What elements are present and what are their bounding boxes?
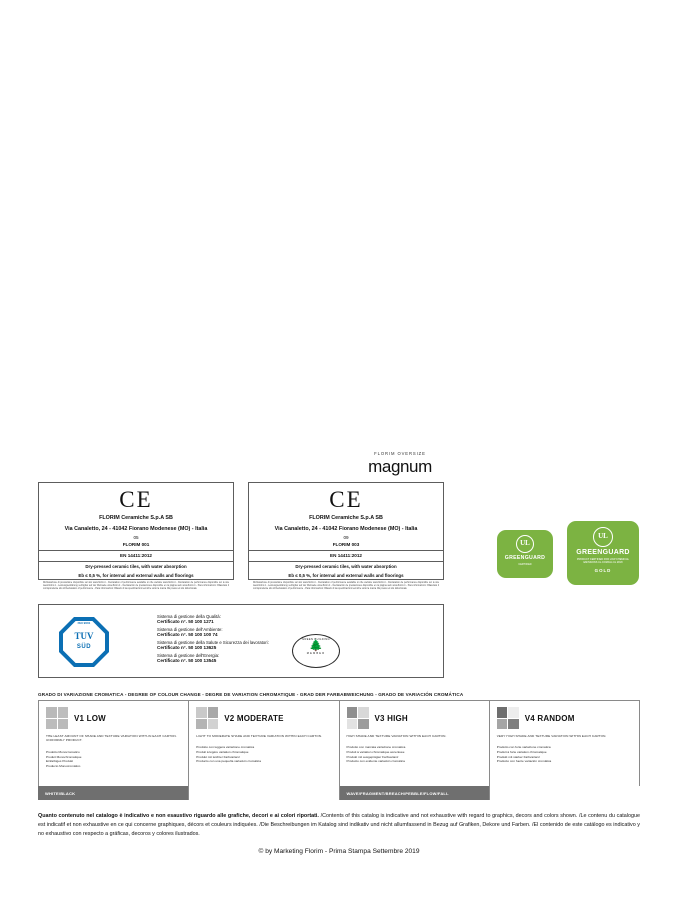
colour-variation-header: GRADO DI VARIAZIONE CROMATICA - DEGREE OF COLOUR CHANGE - DEGRE DE VARIATION CHROMATIQUE - GRAD DER FARBABWEICHUNG - GRADO DE VARIACIÓN CROMÁTICA xyxy=(38,692,464,697)
magnum-overline: FLORIM OVERSIZE xyxy=(374,451,426,456)
variation-lang-de: Produkt mit ausgeprägter Farbvarianz xyxy=(346,754,399,759)
magnum-wordmark: magnum xyxy=(368,457,432,477)
variation-lang-es: Producto con una pequeña variación cromática xyxy=(196,759,261,764)
variation-footer-v3: WAVE/FRAGMENT/BREACH/PEBBLE/FLOW/FALL xyxy=(340,786,491,800)
variation-code: V2 MODERATE xyxy=(224,713,284,723)
variation-lang-fr: Produit à forte variation chromatique xyxy=(496,750,547,755)
certification-title: Sistema di gestione della Salute e Sicurezza dei lavoratori: xyxy=(157,640,269,645)
variation-en-text: HIGH SHADE AND TEXTURE VARIATION WITHIN EACH CARTON. xyxy=(346,734,447,738)
variation-lang-it: Prodotto con marcata variazione cromatica xyxy=(346,745,406,750)
disclaimer-rest: /Contents of this catalog is indicative and not exhaustive with regard to graphics, decors and colors shown. /Le contenu du catalogue est indicatif et non exhaustive en ce qui concerne graphiques, décors et couleurs indiquées. /Die Beschreibungen im Katalog sind indikativ und nicht allumfassend in Bezug auf Grafiken, Dekore und Farben. /El contenido de este catálogo es indicativo y no exhaustivo con respecto a gráficas, decoros y colores ilustrados. xyxy=(38,813,640,837)
green-building-member-seal xyxy=(292,634,340,668)
variation-lang-de: Einfarbiges Produkt xyxy=(46,759,73,764)
ce-description-2: Dry-pressed ceramic tiles, with water absorption xyxy=(295,564,397,570)
ce-fine-print-2: Dichiarazione di prestazione disponibile sul sito www.florim.it - Declaration of performance available on the website www.florim.it - Déclaration de performance disponible sur le site www.florim.it - Leistungserklärung verfügbar auf der Webseite www.florim.it - Declaración de prestaciones disponible en la página web www.florim.it - Para informazioni: Rilasciato il corrispondente sito di Declaration of performance - Para informazioni: Rilascio il las specificazioni tecniche sotto la marca CE presso el sito istituzionale xyxy=(253,581,439,591)
disclaimer-bold-it: Quanto contenuto nel catalogo è indicativo e non esaustivo riguardo alle grafiche, decori e ai colori riportati. xyxy=(38,813,319,819)
variation-head-v1 xyxy=(46,707,181,729)
greenguard-subtitle: CERTIFIED xyxy=(518,563,532,566)
greenguard-gold-label: GOLD xyxy=(594,567,612,573)
variation-lang-es: Producto con fuerte variación cromática xyxy=(496,759,552,764)
certification-number: Certificato n°. 50 100 13625 xyxy=(157,645,217,650)
variation-lang-it: Prodotto Monocromatico xyxy=(46,749,80,754)
variation-footer-v1: WHITE/BLACK xyxy=(38,786,189,800)
variation-en-text: LIGHT TO MODERATE SHADE AND TEXTURE VARIATION WITHIN EACH CARTON. xyxy=(196,734,323,738)
v1-swatch-icon xyxy=(46,707,68,729)
ce-norm-2: EN 14411:2012 xyxy=(330,553,362,559)
ce-divider xyxy=(39,550,233,551)
variation-code: V1 LOW xyxy=(74,713,106,723)
ce-description: Dry-pressed ceramic tiles, with water absorption xyxy=(85,564,187,570)
certification-number: Certificato n°. 50 100 100 74 xyxy=(157,632,218,637)
variation-lang-it: Prodotto con forte variazione cromatica xyxy=(496,745,551,750)
greenguard-name: GREENGUARD xyxy=(504,555,546,561)
variation-lang-es: Producto con evidente variación cromática xyxy=(346,759,405,764)
ce-divider-2 xyxy=(39,561,233,562)
ce-code-2: FLORIM 003 xyxy=(332,542,360,548)
variation-lang-list xyxy=(46,750,181,769)
catalog-disclaimer xyxy=(38,812,640,839)
variation-cell-v3 xyxy=(340,701,490,799)
tree-icon: 🌲 xyxy=(309,640,323,652)
ul-icon: UL xyxy=(516,535,534,553)
ce-year: 05 xyxy=(133,535,139,541)
ce-company-address: Via Canaletto, 24 - 41042 Fiorano Modenese (MO) - Italia xyxy=(64,526,208,533)
variation-head-v3 xyxy=(347,707,482,729)
variation-cell-v4 xyxy=(490,701,639,799)
variation-code: V3 HIGH xyxy=(374,713,408,723)
ce-specification-2: Eb ≤ 0,5 %, for internal and external walls and floorings xyxy=(288,572,404,578)
ce-specification: Eb ≤ 0,5 %, for internal and external walls and floorings xyxy=(78,572,194,578)
variation-head-v4 xyxy=(497,707,632,729)
ce-company-name-2: FLORIM Ceramiche S.p.A SB xyxy=(309,515,383,521)
certification-title: Sistema di gestione dell'Ambiente: xyxy=(157,627,223,632)
certification-title: Sistema di gestione della Qualità: xyxy=(157,614,221,619)
variation-code: V4 RANDOM xyxy=(524,713,575,723)
ce-code: FLORIM 001 xyxy=(122,542,150,548)
certification-title: Sistema di gestione dell'Energia: xyxy=(157,653,220,658)
greenguard-gold-badge xyxy=(567,521,639,585)
variation-cell-v1 xyxy=(39,701,189,799)
ce-fine-print: Dichiarazione di prestazione disponibile sul sito www.florim.it - Declaration of performance available on the website www.florim.it - Déclaration de performance disponible sur le site www.florim.it - Leistungserklärung verfügbar auf der Webseite www.florim.it - Declaración de prestaciones disponible en la página web www.florim.it - Para informazioni: Rilasciato il corrispondente sito di Declaration of performance - Para informazioni: Rilascio il las specificazioni tecniche sotto la marca CE presso el sito istituzionale xyxy=(43,581,229,591)
variation-lang-it: Prodotto con leggera variazione cromatica xyxy=(196,745,255,750)
greenguard-gold-name: GREENGUARD xyxy=(576,549,630,556)
ce-divider-4 xyxy=(249,561,443,562)
ce-divider-3 xyxy=(249,550,443,551)
variation-lang-de: Produkt mit starker Farbvarianz xyxy=(496,754,540,759)
magnum-logo xyxy=(355,452,445,475)
certification-number: Certificato n°. 50 100 13545 xyxy=(157,658,217,663)
ce-company-address-2: Via Canaletto, 24 - 41042 Fiorano Modenese (MO) - Italia xyxy=(274,526,418,533)
certification-box xyxy=(38,604,444,678)
greenguard-gold-subtitle: PRODUCT CERTIFIED FOR LOW CHEMICAL EMISSIONS UL.COM/GG UL 2818 xyxy=(576,558,630,565)
ul-icon-2: UL xyxy=(593,527,613,547)
ce-mark-icon-2: CE xyxy=(329,487,363,512)
v4-swatch-icon xyxy=(497,707,519,729)
v3-swatch-icon xyxy=(347,707,369,729)
variation-en-text: VERY HIGH SHADE AND TEXTURE VARIATION WITHIN EACH CARTON. xyxy=(496,734,607,738)
ce-year-2: 09 xyxy=(343,535,349,541)
variation-lang-list xyxy=(497,745,632,764)
ce-declaration-box-1 xyxy=(38,482,234,591)
ce-company-name: FLORIM Ceramiche S.p.A SB xyxy=(99,515,173,521)
copyright-line: © by Marketing Florim - Prima Stampa Settembre 2019 xyxy=(258,848,420,855)
tuv-sud-logo xyxy=(51,614,117,670)
variation-cell-v2 xyxy=(189,701,339,799)
certification-number: Certificato n°. 50 100 1271 xyxy=(157,619,214,624)
variation-lang-fr: Produit à variation chromatique accentuée xyxy=(346,750,405,755)
colour-variation-table xyxy=(38,700,640,800)
variation-en-text: THE LEAST AMOUNT OF SHADE AND TEXTURE VARIATION WITH-IN EACH CARTON. UNIFORMLY PRODUCT. xyxy=(46,734,177,743)
ce-mark-icon: CE xyxy=(119,487,153,512)
v2-swatch-icon xyxy=(196,707,218,729)
variation-lang-fr: Produit à légère variation chromatique xyxy=(196,750,249,755)
seal-ring-top: GREEN BUILDING xyxy=(302,638,330,641)
ce-declaration-box-2 xyxy=(248,482,444,591)
variation-head-v2 xyxy=(196,707,331,729)
variation-lang-list xyxy=(196,745,331,764)
variation-lang-fr: Produit Monochromatique xyxy=(46,754,82,759)
tuv-top-label: ISO 9001 xyxy=(77,621,91,625)
variation-lang-list xyxy=(347,745,482,764)
seal-ring-bottom: MEMBER xyxy=(306,652,326,655)
tuv-mark: TUV xyxy=(74,631,94,641)
certification-item xyxy=(157,614,337,624)
greenguard-certified-badge xyxy=(497,530,553,578)
tuv-sub: SÜD xyxy=(76,644,92,650)
variation-lang-de: Produkt mit leichter Farbvarianz xyxy=(196,754,240,759)
ce-norm: EN 14411:2012 xyxy=(120,553,152,559)
variation-lang-es: Producto Monocromático xyxy=(46,763,81,768)
